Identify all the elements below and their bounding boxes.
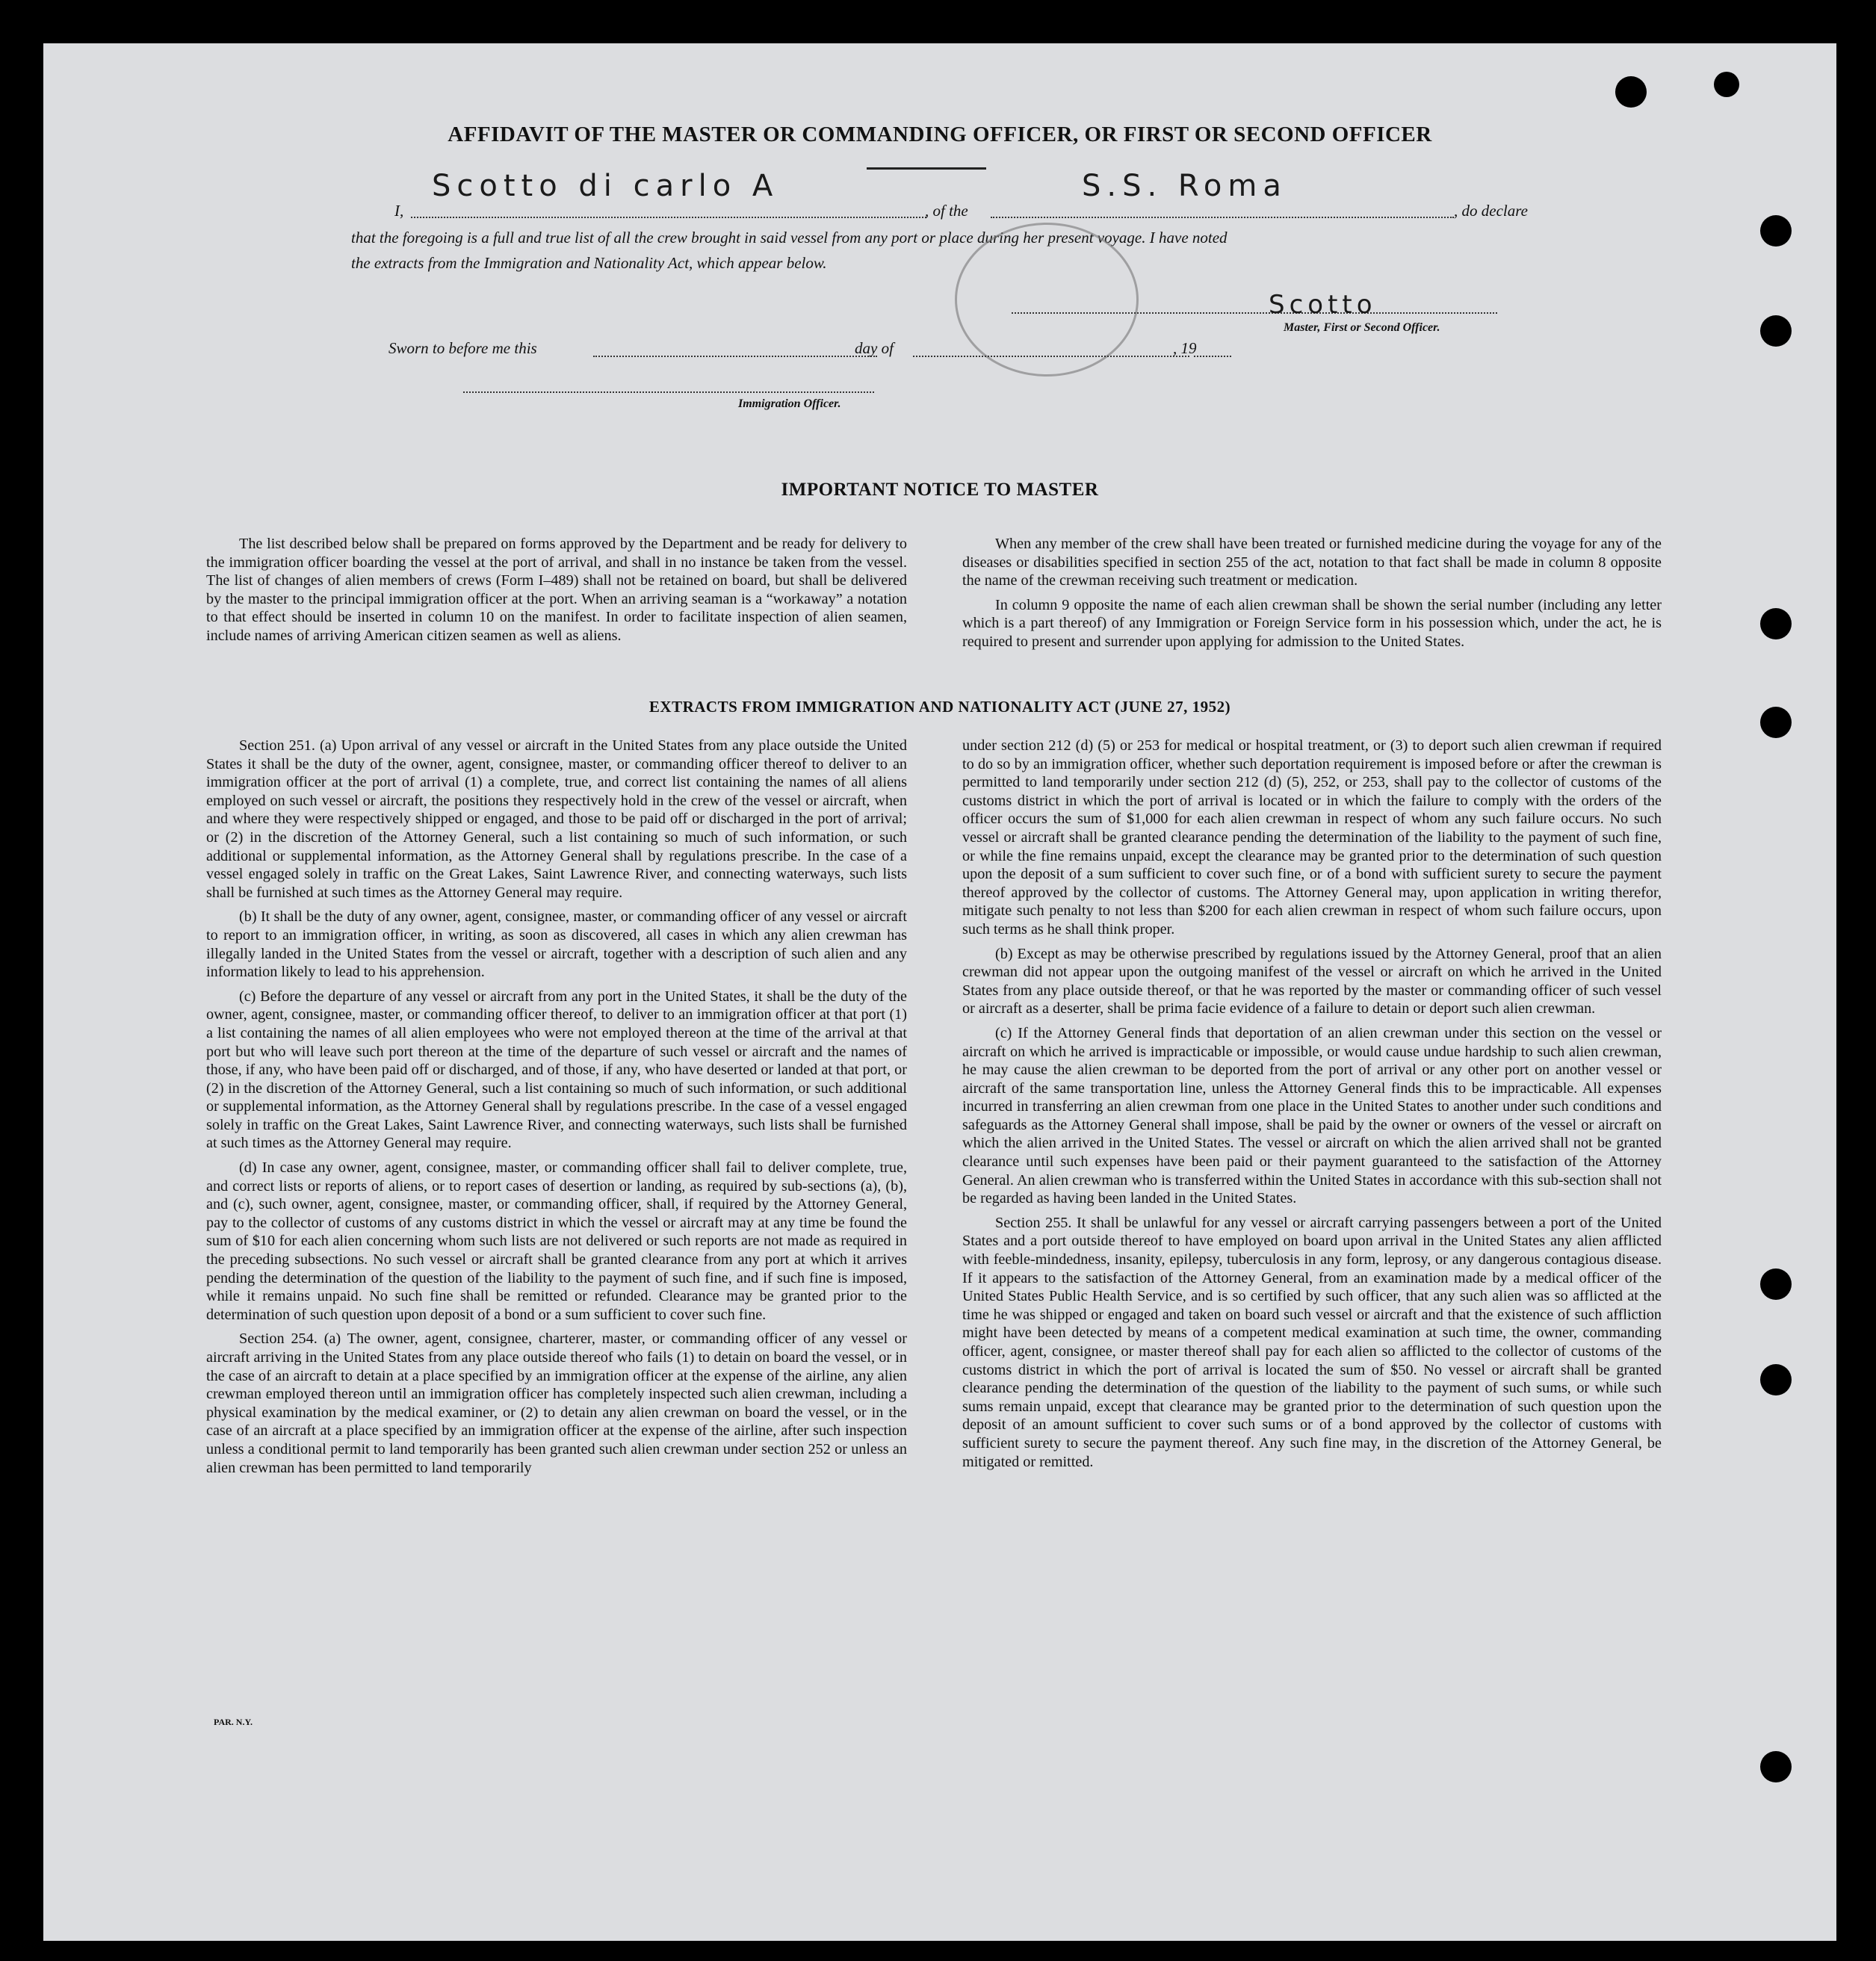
statement-line-1: that the foregoing is a full and true list of all the crew brought in said vessel from any port or place during her present voyage. I have noted [351, 229, 1228, 247]
do-declare-label: , do declare [1454, 202, 1528, 220]
officer-name-handwriting: Scotto di carlo A [432, 169, 779, 203]
affidavit-title: AFFIDAVIT OF THE MASTER OR COMMANDING OFFICER, OR FIRST OR SECOND OFFICER [448, 123, 1432, 146]
extracts-title: EXTRACTS FROM IMMIGRATION AND NATIONALITY ACT (JUNE 27, 1952) [648, 698, 1231, 716]
signature-line [1012, 312, 1497, 314]
punch-hole [1760, 1364, 1792, 1395]
notice-right-column [962, 535, 1662, 657]
sworn-year-line [1194, 356, 1231, 357]
extracts-left-paragraph: Section 254. (a) The owner, agent, consignee, charterer, master, or commanding officer of any vessel or aircraft arriving in the United States from any place outside thereof who fails (1) to detain on board the vessel, or in the case of an aircraft to detain at a place specified by an immigration officer at the expense of the airline, any alien crewman employed thereon until an immigration officer has completely inspected such alien crewman, including a physical examination by the medical examiner, or (2) to detain any alien crewman on board the vessel, or in the case of an aircraft at a place specified by an immigration officer at the expense of the airline, after such inspection unless a conditional permit to land temporarily has been granted such alien crewman under section 252 or unless an alien crewman has been permitted to land temporarily [206, 1330, 907, 1476]
notice-left-column [206, 535, 907, 651]
notice-right-paragraph: When any member of the crew shall have been treated or furnished medicine during the voyage for any of the diseases or disabilities specified in section 255 of the act, notation to that fact shall be made in column 8 opposite the name of the crewman receiving such treatment or medication. [962, 536, 1662, 589]
extracts-right-paragraph: Section 255. It shall be unlawful for any vessel or aircraft carrying passengers between a port of the United States and a port outside thereof to have employed on board upon arrival in the United States any alien afflicted with feeble-mindedness, insanity, epilepsy, tuberculosis in any form, leprosy, or any dangerous contagious disease. If it appears to the satisfaction of the Attorney General, from an examination made by a medical officer of the United States Public Health Service, and is so certified by such officer, that any such alien was so afflicted at the time he was shipped or engaged and taken on board such vessel or aircraft and that the existence of such affliction might have been detected by means of a competent medical examination at such time, the owner, commanding officer, agent, consignee, or master thereof shall pay for each alien so afflicted to the collector of customs of the customs district in which the port of arrival is located the sum of $50. No vessel or aircraft shall be granted clearance pending the determination of the question of the liability to the payment of such sums, or while such sums remain unpaid, except that clearance may be granted prior to the determination of such question upon the deposit of an amount sufficient to cover such sums or of a bond approved by the collector of customs with sufficient surety to secure the payment thereof. Any such fine may, in the discretion of the Attorney General, be mitigated or remitted. [962, 1214, 1662, 1470]
punch-hole [1760, 315, 1792, 347]
notice-left-paragraph: The list described below shall be prepared on forms approved by the Department and be ready for delivery to the immigration officer boarding the vessel at the port of arrival, and shall in no instance be taken from the vessel. The list of changes of alien members of crews (Form I–489) shall not be retained on board, but shall be delivered by the master to the principal immigration officer at the port. When an arriving seaman is a “workaway” a notation to that effect should be inserted in column 10 on the manifest. In order to facilitate inspection of alien seamen, include names of arriving American citizen seamen as well as aliens. [206, 536, 907, 644]
officer-name-line [411, 217, 926, 218]
printer-mark: PAR. N.Y. [214, 1717, 253, 1727]
i-label: I, [394, 202, 404, 220]
extracts-right-paragraph: (c) If the Attorney General finds that deportation of an alien crewman under this section on the vessel or aircraft on which he arrived is impracticable or impossible, or would cause undue hardship to such alien crewman, he may cause the alien crewman to be deported from the port of arrival or any other port on another vessel or aircraft of the same transportation line, unless the Attorney General finds this to be impracticable. All expenses incurred in transferring an alien crewman from one place in the United States to another under such conditions and safeguards as the Attorney General shall impose, shall be paid by the owner or owners of the vessel or aircraft on which the alien arrived in the United States. The vessel or aircraft on which the alien arrived shall not be granted clearance until such expenses have been paid or their payment guaranteed to the satisfaction of the Attorney General. An alien crewman who is transferred within the United States in accordance with this sub-section shall not be regarded as having been landed in the United States. [962, 1024, 1662, 1207]
document-page [43, 43, 1836, 1941]
extracts-left-paragraph: Section 251. (a) Upon arrival of any vessel or aircraft in the United States from any place outside the United States it shall be the duty of the owner, agent, consignee, master, or commanding officer thereof to deliver to an immigration officer at the port of arrival (1) a complete, true, and correct list containing the names of all aliens employed on such vessel or aircraft, the positions they respectively hold in the crew of the vessel or aircraft, when and where they were respectively shipped or engaged, and those to be paid off or discharged in the port of arrival; or (2) in the discretion of the Attorney General, such a list containing so much of such information, or such additional or supplemental information, as the Attorney General shall by regulations prescribe. In the case of a vessel engaged solely in traffic on the Great Lakes, Saint Lawrence River, and connecting waterways, such lists shall be furnished at such times as the Attorney General may require. [206, 737, 907, 901]
punch-hole [1760, 215, 1792, 247]
sworn-month-line [913, 356, 1189, 357]
punch-hole [1714, 72, 1739, 97]
punch-hole [1615, 76, 1647, 108]
immigration-officer-caption: Immigration Officer. [738, 397, 841, 410]
vessel-name-line [991, 217, 1454, 218]
extracts-right-paragraph: under section 212 (d) (5) or 253 for medical or hospital treatment, or (3) to deport such alien crewman if required to do so by an immigration officer, whether such deportation requirement is imposed before or after the crewman is permitted to land temporarily under section 212 (d) (5), 252, or 253, shall pay to the collector of customs of the customs district in which the port of arrival is located or in which the failure to comply with the orders of the officer occurs the sum of $1,000 for each alien crewman in respect of whom any such failure occurs. No such vessel or aircraft shall be granted clearance pending the determination of the liability to the payment of such fine, or while the fine remains unpaid, except the clearance may be granted prior to the determination of such question upon the deposit of a sum sufficient to cover such fine, or of a bond with sufficient surety to secure the payment thereof approved by the collector of customs. The Attorney General may, upon application in writing therefor, mitigate such penalty to not less than $200 for each alien crewman in respect of whom such failure occurs, upon such terms as he shall think proper. [962, 737, 1662, 938]
extracts-right-paragraph: (b) Except as may be otherwise prescribed by regulations issued by the Attorney General, proof that an alien crewman did not appear upon the outgoing manifest of the vessel or aircraft on which he arrived in the United States from any place outside thereof, or that he was reported by the master or commanding officer of such vessel or aircraft as a deserter, shall be prima facie evidence of a failure to detain or deport such alien crewman. [962, 945, 1662, 1017]
extracts-right-column [962, 737, 1662, 1477]
extracts-left-paragraph: (c) Before the departure of any vessel or aircraft from any port in the United States, it shall be the duty of the owner, agent, consignee, master, or commanding officer thereof, to deliver to an immigration officer at that port (1) a list containing the names of all alien employees who were not employed thereon at the time of the arrival at that port but who will leave such port thereon at the time of the departure of such vessel or aircraft and the names of those, if any, who have been paid off or discharged, and of those, if any, who have deserted or landed at that port, or (2) in the discretion of the Attorney General, such a list containing so much of such information, or such additional or supplemental information, as the Attorney General shall by regulations prescribe. In the case of a vessel engaged solely in traffic on the Great Lakes, Saint Lawrence River, and connecting waterways, such lists shall be furnished at such times as the Attorney General may require. [206, 988, 907, 1152]
title-underline [867, 167, 986, 170]
ink-stamp [955, 223, 1139, 377]
extracts-left-paragraph: (b) It shall be the duty of any owner, agent, consignee, master, or commanding officer of any vessel or aircraft to report to an immigration officer, in writing, as soon as discovered, all cases in which any alien crewman has illegally landed in the United States from the vessel or aircraft, together with a description of such alien and any information likely to lead to his apprehension. [206, 908, 907, 981]
extracts-left-column [206, 737, 907, 1483]
day-of-label: day of [855, 339, 894, 357]
immigration-officer-line [463, 391, 874, 393]
punch-hole [1760, 608, 1792, 639]
sworn-label: Sworn to before me this [388, 339, 537, 357]
sworn-day-line [593, 356, 877, 357]
punch-hole [1760, 1751, 1792, 1782]
extracts-left-paragraph: (d) In case any owner, agent, consignee, master, or commanding officer shall fail to deliver complete, true, and correct lists or reports of aliens, or to report cases of desertion or landing, as required by sub-sections (a), (b), and (c), such owner, agent, consignee, master, or commanding officer, shall, if required by the Attorney General, pay to the collector of customs of any customs district in which the vessel or aircraft may at any time be found the sum of $10 for each alien concerning whom such lists are not delivered or such reports are not made as required in the preceding subsections. No such vessel or aircraft shall be granted clearance from any port at which it arrives pending the determination of the question of the liability to the payment of such fine, and if such fine is imposed, while it remains unpaid. No such fine shall be remitted or refunded. Clearance may be granted prior to the determination of such question upon deposit of a bond or a sum sufficient to cover such fine. [206, 1159, 907, 1323]
notice-right-paragraph: In column 9 opposite the name of each alien crewman shall be shown the serial number (including any letter which is a part thereof) of any Immigration or Foreign Service form in his possession which, under the act, he is required to present and surrender upon applying for admission to the United States. [962, 596, 1662, 650]
year-label: , 19 [1173, 339, 1197, 357]
notice-title: IMPORTANT NOTICE TO MASTER [781, 480, 1099, 500]
statement-line-2: the extracts from the Immigration and Nationality Act, which appear below. [351, 254, 827, 272]
signature-caption: Master, First or Second Officer. [1284, 321, 1440, 334]
of-the-label: , of the [925, 202, 968, 220]
punch-hole [1760, 1268, 1792, 1300]
vessel-name-handwriting: S.S. Roma [1082, 169, 1287, 203]
signature-handwriting: Scotto [1269, 290, 1377, 320]
